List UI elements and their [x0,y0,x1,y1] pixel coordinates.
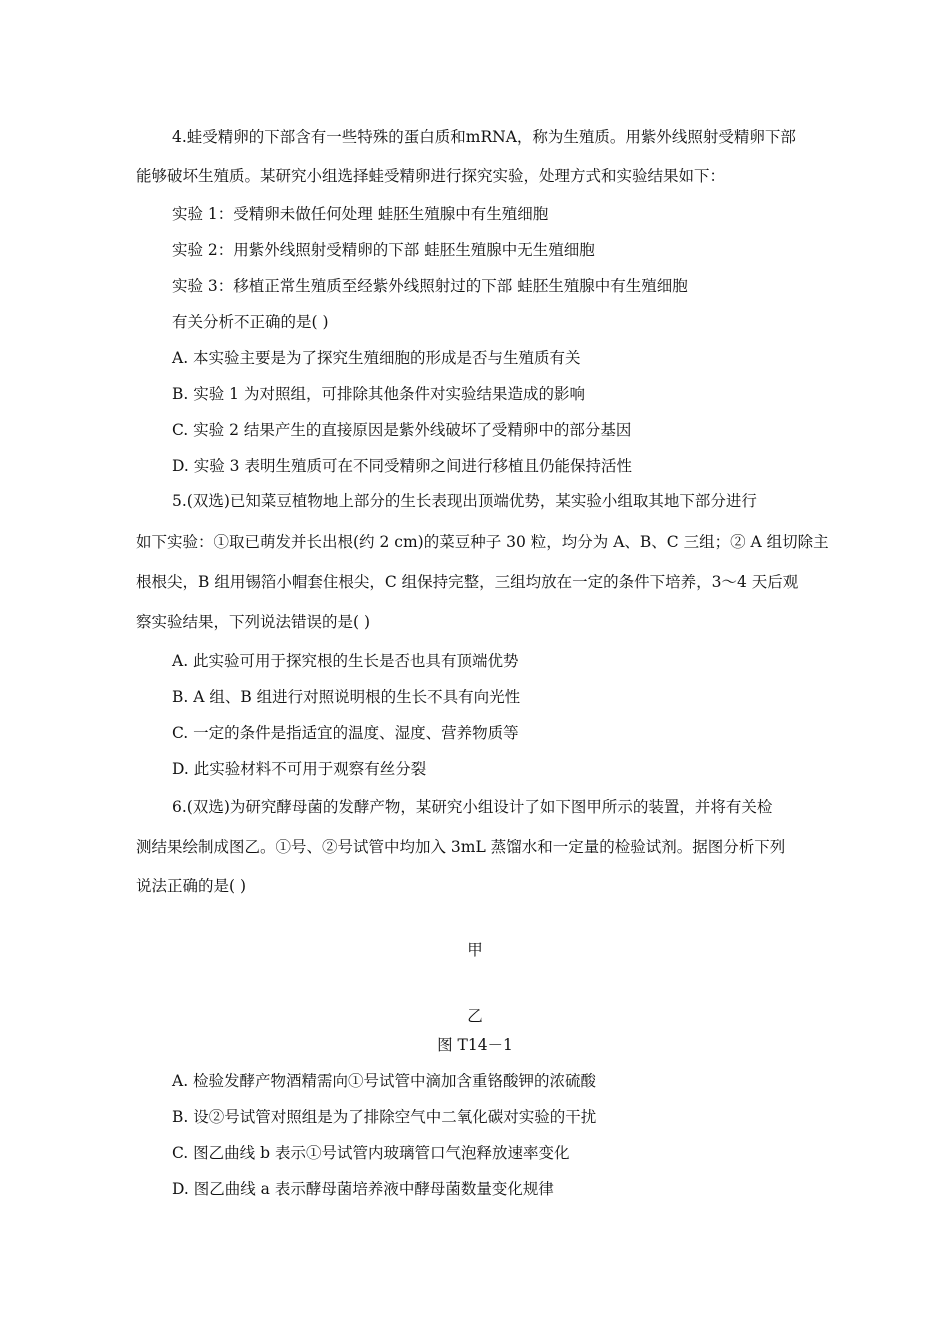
q6-stem-line2: 测结果绘制成图乙。①号、②号试管中均加入 3mL 蒸馏水和一定量的检验试剂。据图分析下列 [136,838,786,856]
q4-option-d: D. 实验 3 表明生殖质可在不同受精卵之间进行移植且仍能保持活性 [172,457,632,475]
q5-option-a: A. 此实验可用于探究根的生长是否也具有顶端优势 [172,652,519,670]
figure-b-label: 乙 [467,1007,483,1025]
figure-a-label: 甲 [467,941,483,959]
q6-option-c: C. 图乙曲线 b 表示①号试管内玻璃管口气泡释放速率变化 [172,1144,570,1162]
q4-experiment-2: 实验 2：用紫外线照射受精卵的下部 蛙胚生殖腺中无生殖细胞 [172,241,595,259]
q5-option-d: D. 此实验材料不可用于观察有丝分裂 [172,760,427,778]
q4-option-b: B. 实验 1 为对照组，可排除其他条件对实验结果造成的影响 [172,385,585,403]
q4-stem-line2: 能够破坏生殖质。某研究小组选择蛙受精卵进行探究实验，处理方式和实验结果如下： [136,167,726,185]
q5-stem-line4: 察实验结果，下列说法错误的是( ) [136,613,371,631]
q6-stem-line1: 6.(双选)为研究酵母菌的发酵产物，某研究小组设计了如下图甲所示的装置，并将有关检 [172,798,773,816]
q6-stem-line3: 说法正确的是( ) [136,877,247,895]
q6-option-a: A. 检验发酵产物酒精需向①号试管中滴加含重铬酸钾的浓硫酸 [172,1072,597,1090]
q4-experiment-1: 实验 1：受精卵未做任何处理 蛙胚生殖腺中有生殖细胞 [172,205,549,223]
q6-option-b: B. 设②号试管对照组是为了排除空气中二氧化碳对实验的干扰 [172,1108,597,1126]
q6-option-d: D. 图乙曲线 a 表示酵母菌培养液中酵母菌数量变化规律 [172,1180,554,1198]
q4-stem-line1: 4.蛙受精卵的下部含有一些特殊的蛋白质和mRNA，称为生殖质。用紫外线照射受精卵下部 [172,128,796,146]
q5-stem-line1: 5.(双选)已知菜豆植物地上部分的生长表现出顶端优势，某实验小组取其地下部分进行 [172,492,757,510]
q4-experiment-3: 实验 3：移植正常生殖质至经紫外线照射过的下部 蛙胚生殖腺中有生殖细胞 [172,277,688,295]
q4-question: 有关分析不正确的是( ) [172,313,329,331]
q5-option-c: C. 一定的条件是指适宜的温度、湿度、营养物质等 [172,724,519,742]
figure-caption: 图 T14－1 [437,1036,513,1054]
q5-option-b: B. A 组、B 组进行对照说明根的生长不具有向光性 [172,688,521,706]
q4-option-c: C. 实验 2 结果产生的直接原因是紫外线破坏了受精卵中的部分基因 [172,421,632,439]
q4-option-a: A. 本实验主要是为了探究生殖细胞的形成是否与生殖质有关 [172,349,581,367]
q5-stem-line2: 如下实验：①取已萌发并长出根(约 2 cm)的菜豆种子 30 粒，均分为 A、B、C 三组；② A 组切除主 [136,533,829,551]
q5-stem-line3: 根根尖，B 组用锡箔小帽套住根尖，C 组保持完整，三组均放在一定的条件下培养，3～4 天后观 [136,573,799,591]
